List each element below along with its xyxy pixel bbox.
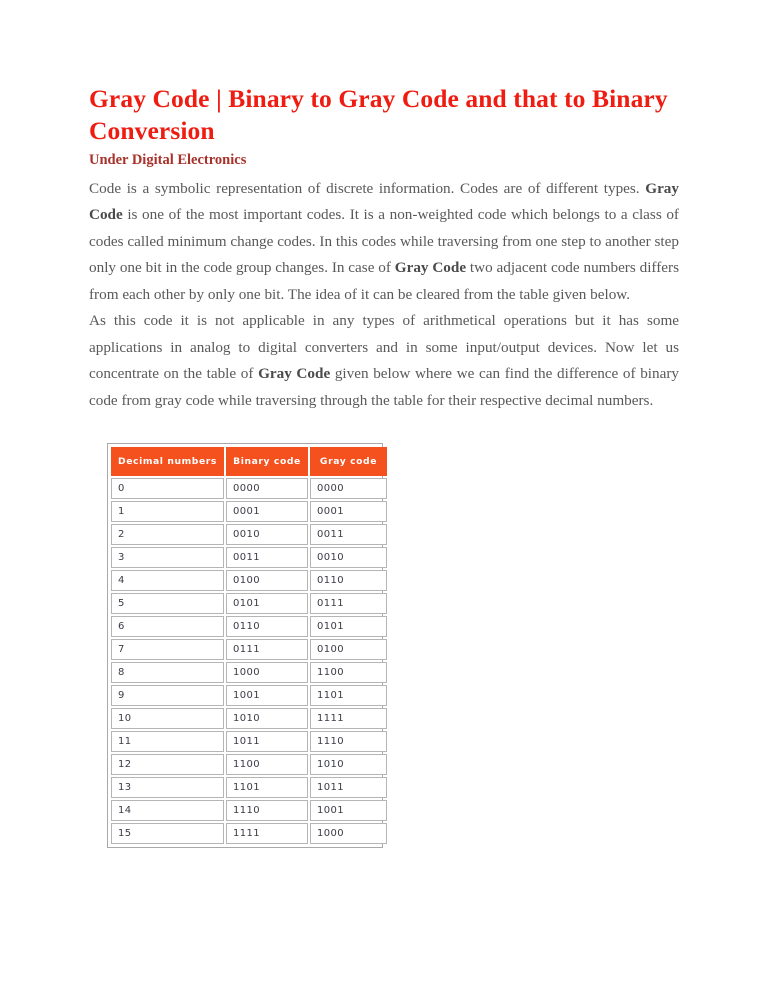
table-row — [111, 593, 387, 614]
article-content — [89, 83, 679, 414]
cell-binary: 1101 — [226, 777, 308, 798]
table-row — [111, 524, 387, 545]
cell-binary: 0110 — [226, 616, 308, 637]
table-row — [111, 754, 387, 775]
table-row — [111, 616, 387, 637]
cell-decimal: 0 — [111, 478, 224, 499]
paragraph-1: Code is a symbolic representation of discrete information. Codes are of different types. Gray Code is one of the most important codes. It is a non-weighted code which belongs to a class of codes called minimum change codes. In this codes while traversing from one step to another step only one bit in the code group changes. In case of Gray Code two adjacent code numbers differs from each other by only one bit. The idea of it can be cleared from the table given below. — [89, 179, 679, 303]
article-category: Under Digital Electronics — [89, 152, 247, 169]
table-row — [111, 662, 387, 683]
cell-decimal: 7 — [111, 639, 224, 660]
cell-decimal: 12 — [111, 754, 224, 775]
table-body — [111, 478, 387, 844]
cell-decimal: 10 — [111, 708, 224, 729]
emphasis-term: Gray Code — [394, 259, 467, 277]
cell-gray: 0001 — [310, 501, 387, 522]
cell-decimal: 11 — [111, 731, 224, 752]
gray-code-table — [109, 445, 389, 846]
cell-gray: 0011 — [310, 524, 387, 545]
cell-gray: 0100 — [310, 639, 387, 660]
cell-decimal: 9 — [111, 685, 224, 706]
table-row — [111, 501, 387, 522]
cell-binary: 1011 — [226, 731, 308, 752]
cell-decimal: 13 — [111, 777, 224, 798]
cell-gray: 0110 — [310, 570, 387, 591]
cell-binary: 0011 — [226, 547, 308, 568]
cell-binary: 1000 — [226, 662, 308, 683]
cell-gray: 0111 — [310, 593, 387, 614]
cell-binary: 1010 — [226, 708, 308, 729]
cell-binary: 0000 — [226, 478, 308, 499]
cell-decimal: 5 — [111, 593, 224, 614]
cell-decimal: 6 — [111, 616, 224, 637]
cell-decimal: 3 — [111, 547, 224, 568]
column-header-decimal: Decimal numbers — [111, 447, 224, 476]
emphasis-term: Gray Code — [89, 179, 679, 224]
cell-binary: 0100 — [226, 570, 308, 591]
table-header-row — [111, 447, 387, 476]
cell-gray: 1000 — [310, 823, 387, 844]
cell-gray: 1100 — [310, 662, 387, 683]
cell-decimal: 1 — [111, 501, 224, 522]
column-header-gray: Gray code — [310, 447, 387, 476]
cell-binary: 1100 — [226, 754, 308, 775]
gray-code-table-container — [107, 443, 383, 848]
cell-binary: 1110 — [226, 800, 308, 821]
paragraph-2: As this code it is not applicable in any types of arithmetical operations but it has some applications in analog to digital converters and in some input/output devices. Now let us concentrate on the table of Gray Code given below where we can find the difference of binary code from gray code while traversing through the table for their respective decimal numbers. — [89, 312, 679, 409]
cell-binary: 0001 — [226, 501, 308, 522]
cell-binary: 0010 — [226, 524, 308, 545]
table-row — [111, 708, 387, 729]
cell-decimal: 15 — [111, 823, 224, 844]
cell-gray: 1101 — [310, 685, 387, 706]
cell-gray: 0010 — [310, 547, 387, 568]
table-row — [111, 570, 387, 591]
table-header — [111, 447, 387, 476]
cell-gray: 0101 — [310, 616, 387, 637]
cell-binary: 0111 — [226, 639, 308, 660]
column-header-binary: Binary code — [226, 447, 308, 476]
table-row — [111, 547, 387, 568]
cell-decimal: 14 — [111, 800, 224, 821]
cell-decimal: 2 — [111, 524, 224, 545]
table-row — [111, 639, 387, 660]
cell-decimal: 4 — [111, 570, 224, 591]
cell-gray: 1110 — [310, 731, 387, 752]
cell-binary: 1111 — [226, 823, 308, 844]
cell-decimal: 8 — [111, 662, 224, 683]
cell-gray: 0000 — [310, 478, 387, 499]
table-row — [111, 478, 387, 499]
cell-gray: 1111 — [310, 708, 387, 729]
table-row — [111, 731, 387, 752]
cell-binary: 1001 — [226, 685, 308, 706]
cell-binary: 0101 — [226, 593, 308, 614]
page-title: Gray Code | Binary to Gray Code and that to Binary Conversion — [89, 84, 668, 145]
table-row — [111, 823, 387, 844]
cell-gray: 1011 — [310, 777, 387, 798]
cell-gray: 1010 — [310, 754, 387, 775]
emphasis-term: Gray Code — [258, 365, 331, 383]
table-row — [111, 800, 387, 821]
table-row — [111, 777, 387, 798]
cell-gray: 1001 — [310, 800, 387, 821]
table-row — [111, 685, 387, 706]
